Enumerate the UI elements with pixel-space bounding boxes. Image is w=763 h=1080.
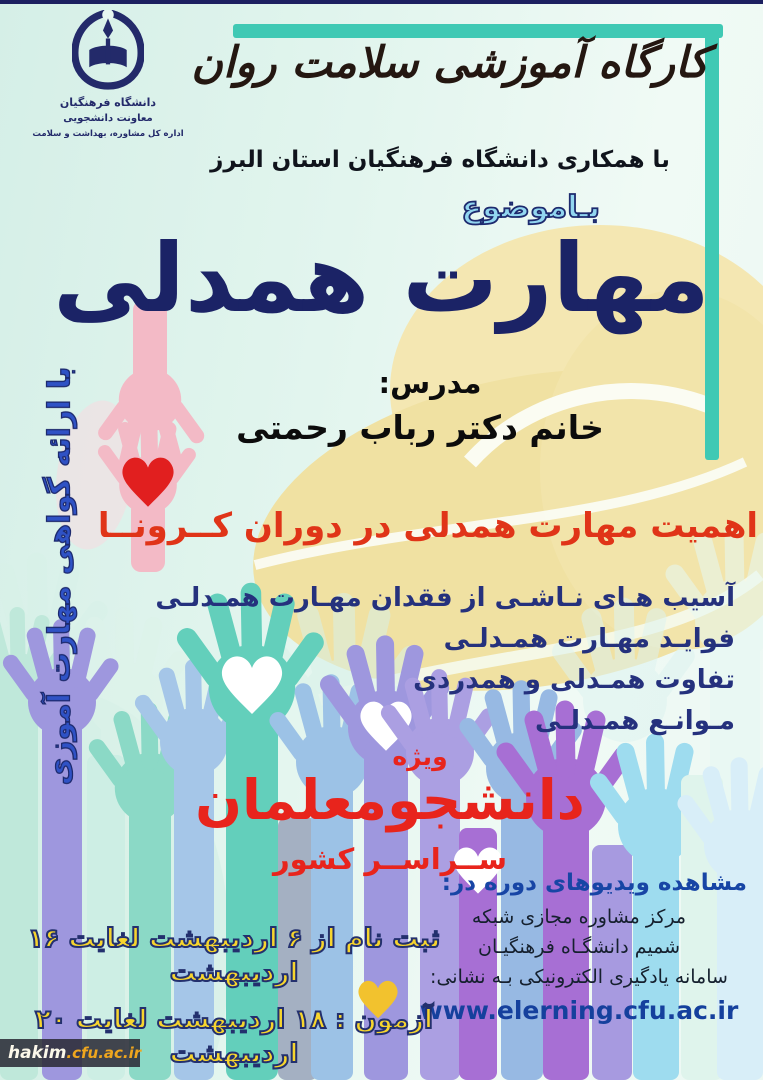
logo-org-name: دانشگاه فرهنگیان: [59, 96, 157, 109]
registration-dates: ثبت نام از ۶ اردیبهشت لغایت ۱۶ اردیبهشت: [27, 924, 441, 988]
top-border: [0, 0, 763, 4]
certificate-note: با ارائه گواهی مهارت آموزی: [42, 366, 78, 786]
main-subject-title: مهارت همدلی: [53, 224, 710, 334]
audience-special-label: ویژه: [392, 742, 448, 771]
topics-heading: اهمیت مهارت همدلی در دوران کــرونــا: [97, 506, 759, 546]
logo-dept-name: معاونت دانشجویی: [63, 113, 153, 124]
video-line: مرکز مشاوره مجازی شبکه: [471, 906, 687, 928]
instructor-label: مدرس:: [378, 366, 482, 400]
watermark-site-bold: hakim: [8, 1043, 67, 1063]
instructor-name: خانم دکتر رباب رحمتی: [236, 408, 604, 447]
workshop-title: کارگاه آموزشی سلامت روان: [191, 38, 709, 88]
topic-item: فوایـد مهـارت همـدلـی: [443, 624, 735, 654]
watermark-site-rest: .cfu.ac.ir: [66, 1044, 142, 1062]
topics-list: [155, 578, 735, 742]
exam-dates: آزمون : ۱۸ اردیبهشت لغایت ۲۰ اردیبهشت: [35, 1005, 433, 1069]
cooperation-line: با همکاری دانشگاه فرهنگیان استان البرز: [210, 147, 670, 173]
elearning-url: www.elerning.cfu.ac.ir: [419, 996, 739, 1025]
topic-badge: بـاموضوع: [461, 190, 600, 225]
topic-item: آسیب هـای نـاشـی از فقدان مهـارت همـدلـی: [155, 583, 735, 613]
video-line: سامانه یادگیری الکترونیکی بـه نشانی:: [430, 966, 728, 988]
audience-main: دانشجومعلمان: [195, 768, 585, 832]
site-watermark: [0, 1039, 140, 1067]
topic-item: تفاوت همـدلی و همدردی: [413, 665, 735, 695]
video-heading: مشاهده ویدیوهای دوره در:: [441, 870, 747, 896]
video-line: شمیم دانشگـاه فرهنگیـان: [478, 936, 680, 958]
university-logo: [72, 10, 144, 90]
topic-item: مـوانـع همـدلـی: [535, 706, 735, 736]
logo-office-name: اداره کل مشاوره، بهداشت و سلامت: [32, 129, 184, 139]
audience-scope: ســراســر کشور: [272, 842, 508, 876]
